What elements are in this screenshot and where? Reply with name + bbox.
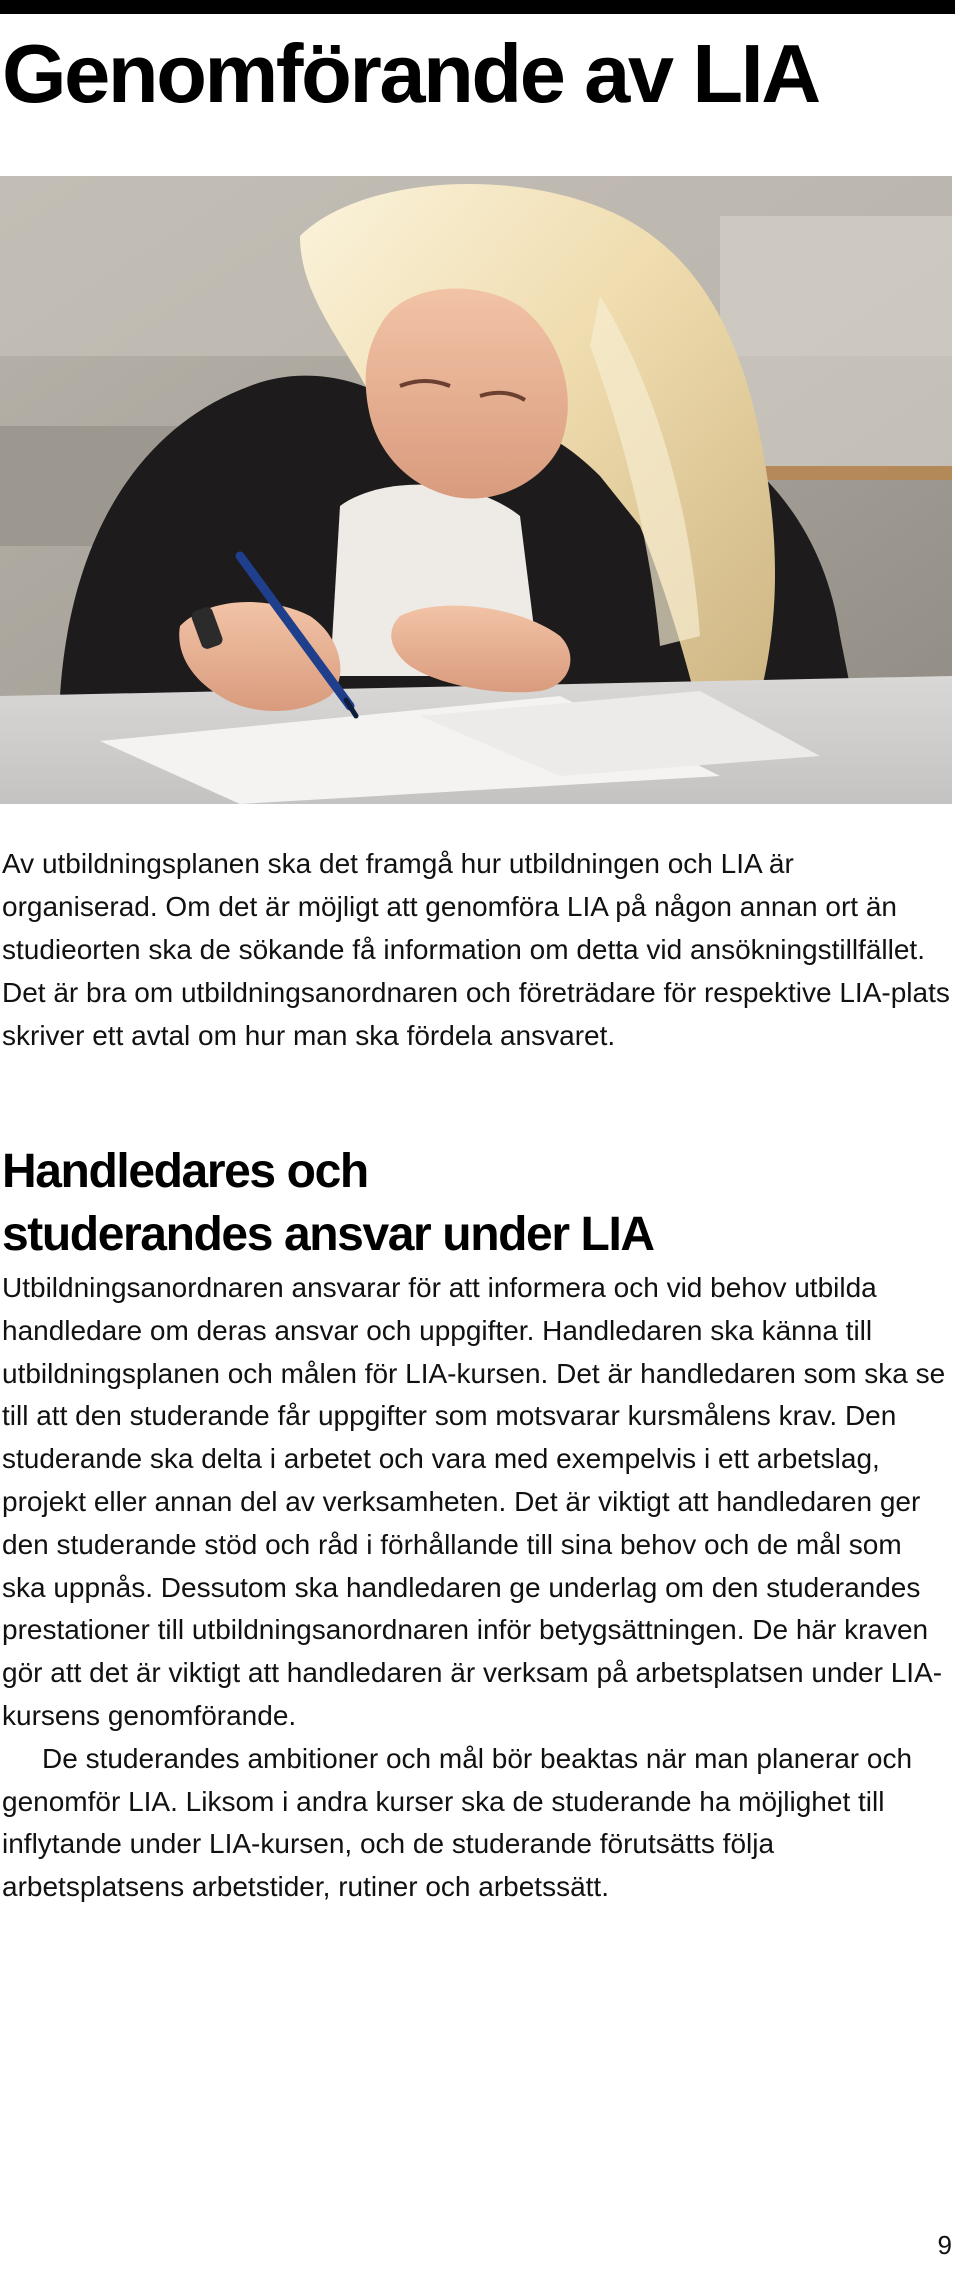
section-paragraph-1: Utbildningsanordnaren ansvarar för att informera och vid behov utbilda handledare om deras ansvar och uppgifter. Handledaren ska känna till utbildningsplanen och målen för LIA-kursen. Det är handledaren som ska se till att den studerande får uppgifter som motsvarar kursmålens krav. Den studerande ska delta i arbetet och vara med exempelvis i ett arbetslag, projekt eller annan del av verksamheten. Det är viktigt att handledaren ger den studerande stöd och råd i förhållande till sina behov och de mål som ska uppnås. Dessutom ska handledaren ge underlag om den studerandes prestationer till utbildningsanordnaren inför betygsättningen. De här kraven gör att det är viktigt att handledaren är verksam på arbetsplatsen under LIA-kursens genomförande. [2,1272,946,1731]
page-title: Genomförande av LIA [2,27,819,120]
page-number: 9 [937,2230,952,2260]
top-rule [0,0,955,14]
section-heading [2,1140,952,1266]
section-heading-line-1: Handledares och [2,1145,368,1198]
section-heading-line-2: studerandes ansvar under LIA [2,1208,654,1261]
section-paragraph-2: De studerandes ambitioner och mål bör beaktas när man planerar och genomför LIA. Liksom i andra kurser ska de studerande ha möjlighet till inflytande under LIA-kursen, och de studerande förutsätts följa arbetsplatsens arbetstider, rutiner och arbetssätt. [2,1742,913,1903]
student-writing-photo [0,176,952,804]
intro-paragraph: Av utbildningsplanen ska det framgå hur utbildningen och LIA är organiserad. Om det är möjligt att genomföra LIA på någon annan ort än studieorten ska de sökande få information om detta vid ansökningstillfället. Det är bra om utbildningsanordnaren och företrädare för respektive LIA-plats skriver ett avtal om hur man ska fördela ansvaret. [2,848,950,1051]
section-body [2,1267,952,1909]
